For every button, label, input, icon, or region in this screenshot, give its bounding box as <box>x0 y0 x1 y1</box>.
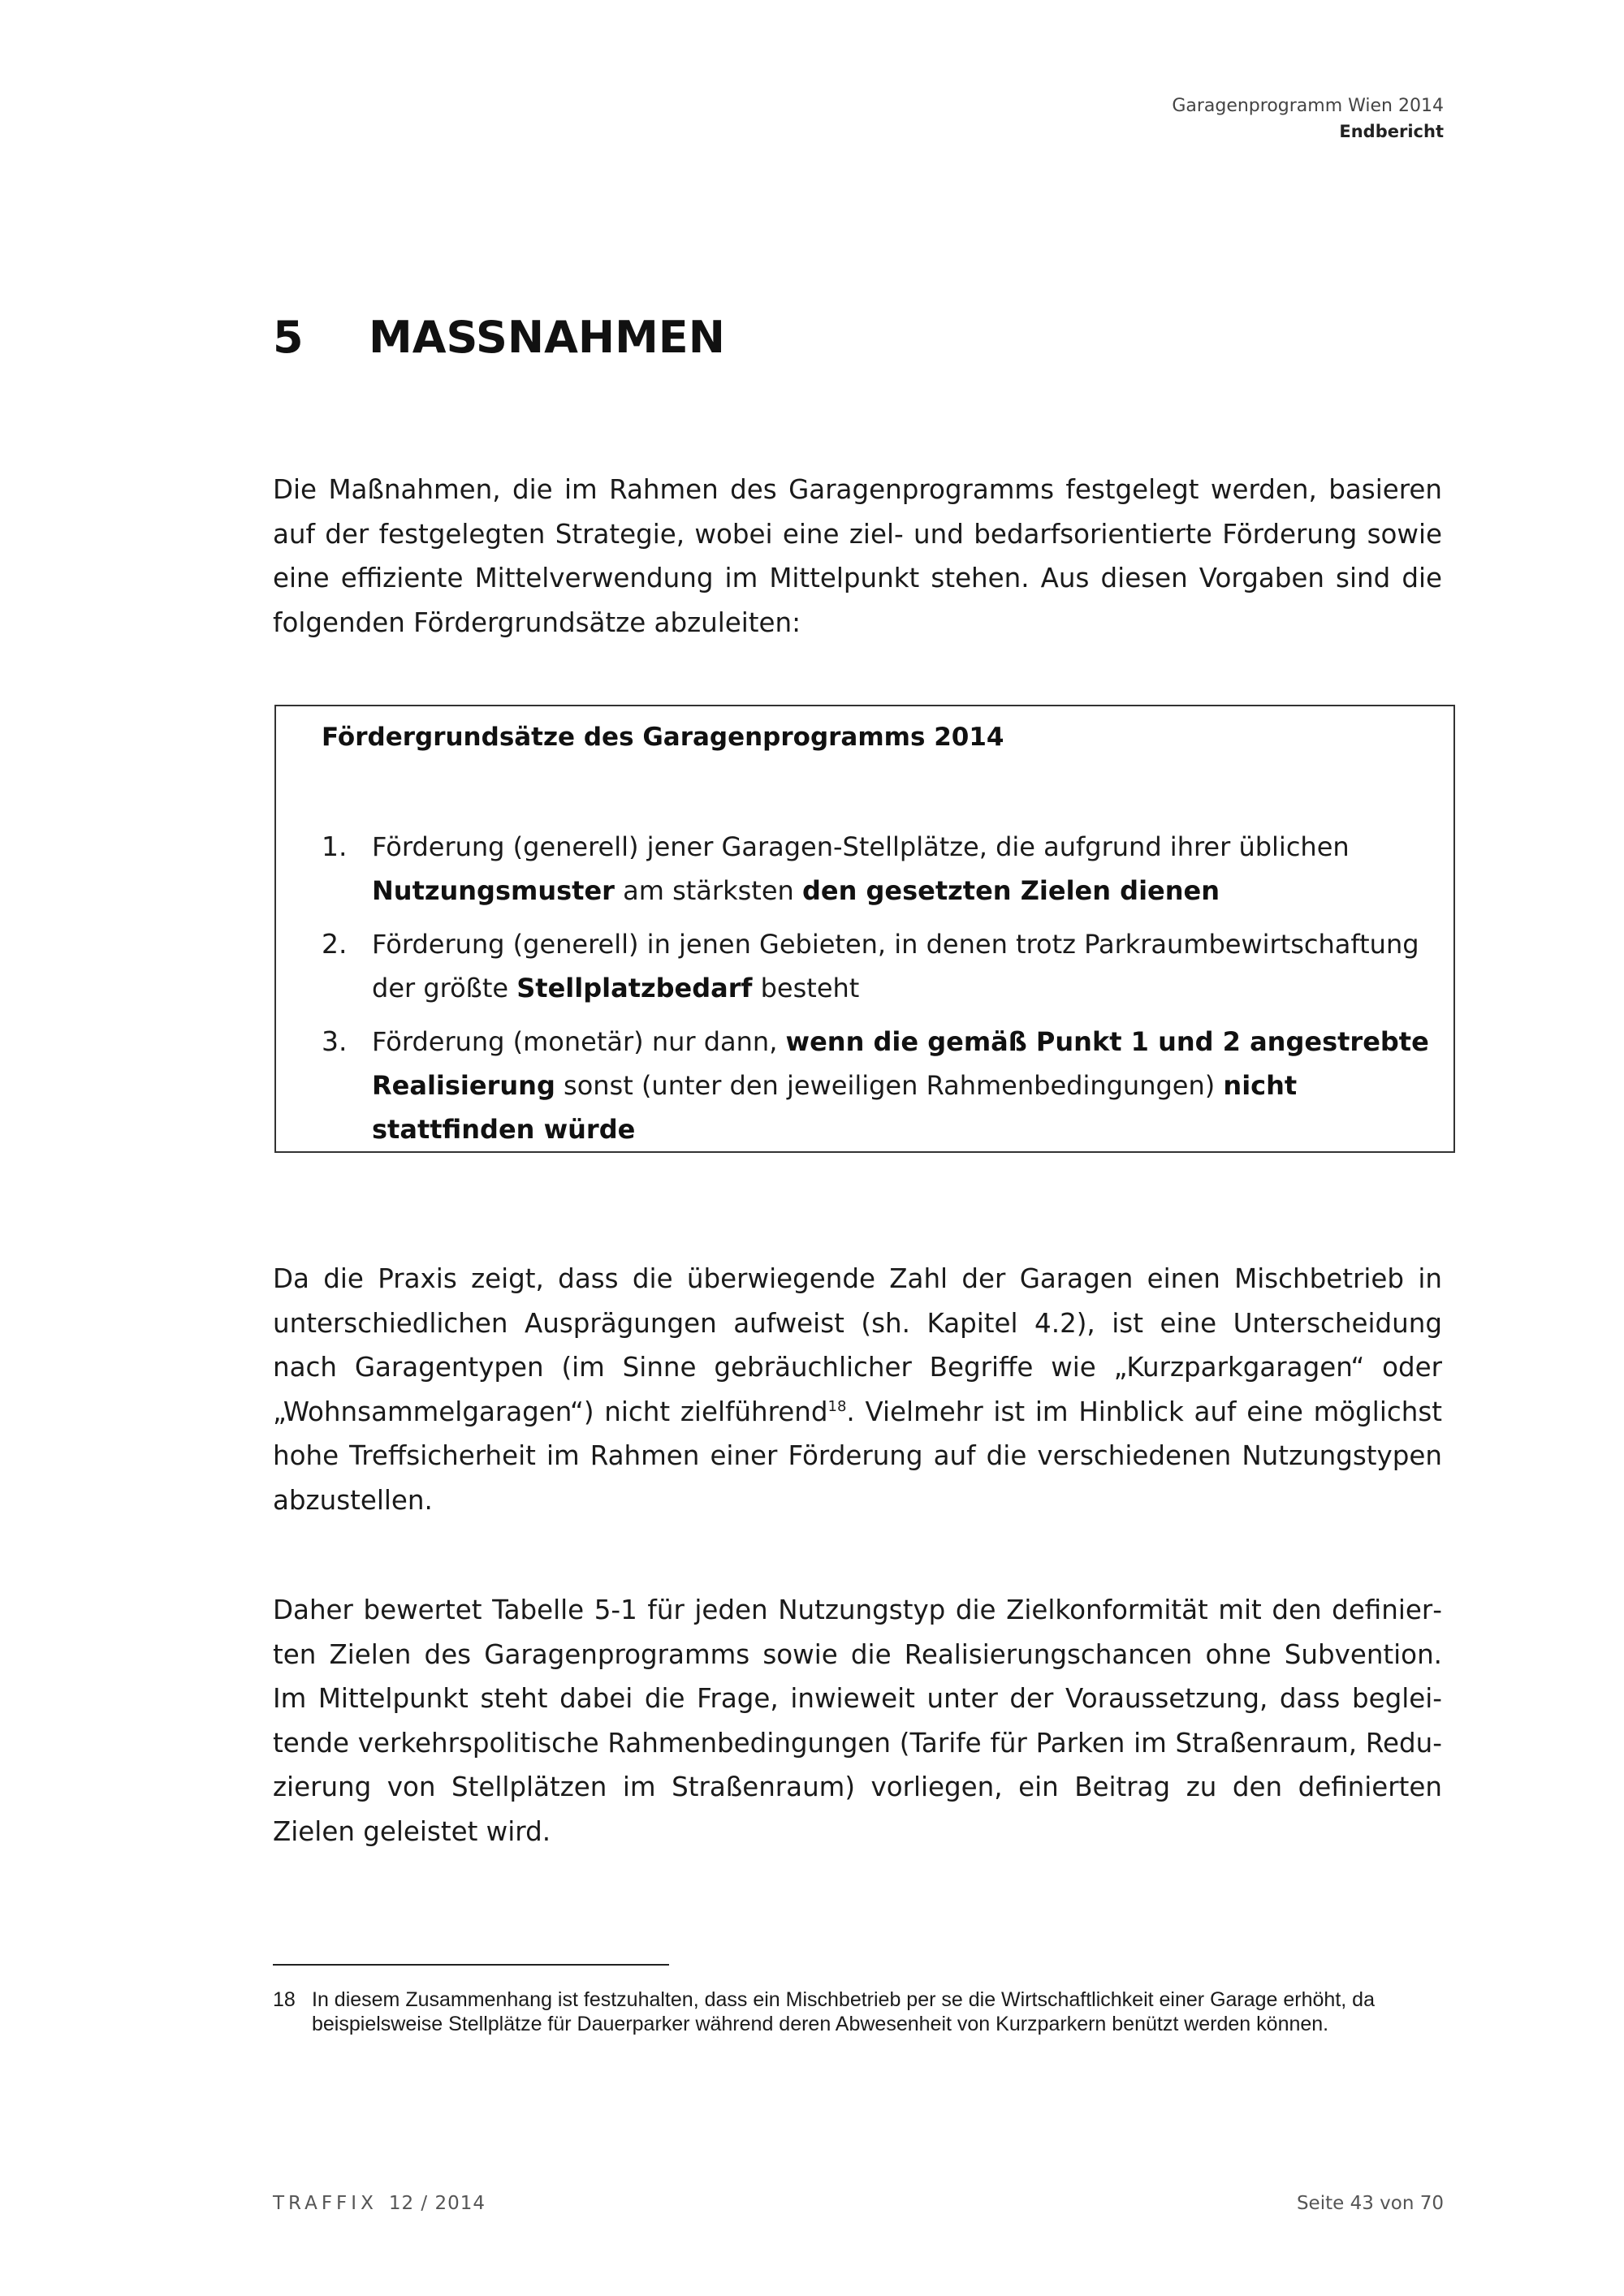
footer-brand: TRAFFIX <box>273 2193 378 2214</box>
principle-emphasis: Nutzungsmuster <box>372 875 615 906</box>
principle-item <box>322 1020 1434 1151</box>
footnote <box>273 1987 1442 2036</box>
footnote-reference[interactable]: 18 <box>827 1397 847 1415</box>
principle-text: sonst (unter den jeweiligen Rahmenbedingungen) <box>555 1070 1224 1101</box>
chapter-heading <box>273 312 725 363</box>
principle-text: Förderung (monetär) nur dann, <box>372 1026 786 1057</box>
document-subtitle: Endbericht <box>1339 122 1444 141</box>
intro-paragraph: Die Maßnahmen, die im Rahmen des Garagenprogramms festgelegt werden, basieren auf der festgelegten Strategie, wobei eine ziel- und bedarfsorientierte Förderung sowie eine effiziente Mittelverwendung im Mittelpunkt stehen. Aus diesen Vorgaben sind die folgenden Fördergrundsätze abzuleiten: <box>273 474 1442 638</box>
principle-number: 2. <box>322 928 348 960</box>
footnote-divider <box>273 1964 669 1966</box>
document-title: Garagenprogramm Wien 2014 <box>1172 96 1444 116</box>
principle-text: Förderung (generell) jener Garagen-Stellplätze, die aufgrund ihrer üblichen <box>372 831 1350 862</box>
footnote-number: 18 <box>273 1988 296 2011</box>
footer-date: 12 / 2014 <box>388 2193 486 2214</box>
principle-item <box>322 825 1434 913</box>
page-number: Seite 43 von 70 <box>1296 2193 1444 2214</box>
chapter-title: MASSNAHMEN <box>369 312 725 363</box>
chapter-number: 5 <box>273 312 304 363</box>
footnote-text: In diesem Zusammenhang ist festzuhalten, dass ein Mischbetrieb per se die Wirtschaftlichkeit einer Garage erhöht, da beispielsweise Stellplätze für Dauerparker während deren Abwesenheit von Kurzparkern benützt werden können. <box>312 1988 1375 2035</box>
paragraph-text: Da die Praxis zeigt, dass die überwiegende Zahl der Garagen einen Mischbetrieb in unterschiedlichen Ausprägungen aufweist (sh. Kapitel 4.2), ist eine Unterscheidung nach Garagentypen (im Sinne gebräuchlicher Begriffe wie „Kurzparkgaragen“ oder „Wohnsammelgaragen“) nicht zielführend <box>273 1263 1442 1427</box>
body-paragraph <box>273 1257 1442 1522</box>
principles-box <box>274 705 1455 1153</box>
principle-number: 3. <box>322 1025 348 1057</box>
principle-item <box>322 922 1434 1010</box>
paragraph-text: . Vielmehr ist im Hinblick auf eine möglichst hohe Treffsicherheit im Rahmen einer Förderung auf die verschiedenen Nutzungstypen abzustellen. <box>273 1396 1442 1516</box>
body-paragraph: Daher bewertet Tabelle 5-1 für jeden Nutzungstyp die Zielkonformität mit den definierten Zielen des Garagenprogramms sowie die Realisierungschancen ohne Subvention. Im Mittelpunkt steht dabei die Frage, inwieweit unter der Voraussetzung, dass begleitende verkehrspolitische Rahmenbedingungen (Tarife für Parken im Straßenraum, Reduzierung von Stellplätzen im Straßenraum) vorliegen, ein Beitrag zu den definierten Zielen geleistet wird. <box>273 1595 1442 1847</box>
principle-text: besteht <box>752 973 860 1003</box>
principle-emphasis: Stellplatzbedarf <box>516 973 753 1003</box>
principles-list <box>322 825 1434 1161</box>
principles-box-title: Fördergrundsätze des Garagenprogramms 2014 <box>322 723 1004 752</box>
principle-emphasis: nicht stattfinden würde <box>372 1070 1298 1145</box>
principle-text: Förderung (generell) in jenen Gebieten, in denen trotz Parkraumbewirtschaftung der größte <box>372 929 1419 1003</box>
principle-emphasis: wenn die gemäß Punkt 1 und 2 angestrebte Realisierung <box>372 1026 1429 1101</box>
principle-text: am stärksten <box>614 875 802 906</box>
footer-brand-line <box>273 2193 486 2214</box>
principle-emphasis: den gesetzten Zielen dienen <box>801 875 1220 906</box>
principle-number: 1. <box>322 831 348 862</box>
